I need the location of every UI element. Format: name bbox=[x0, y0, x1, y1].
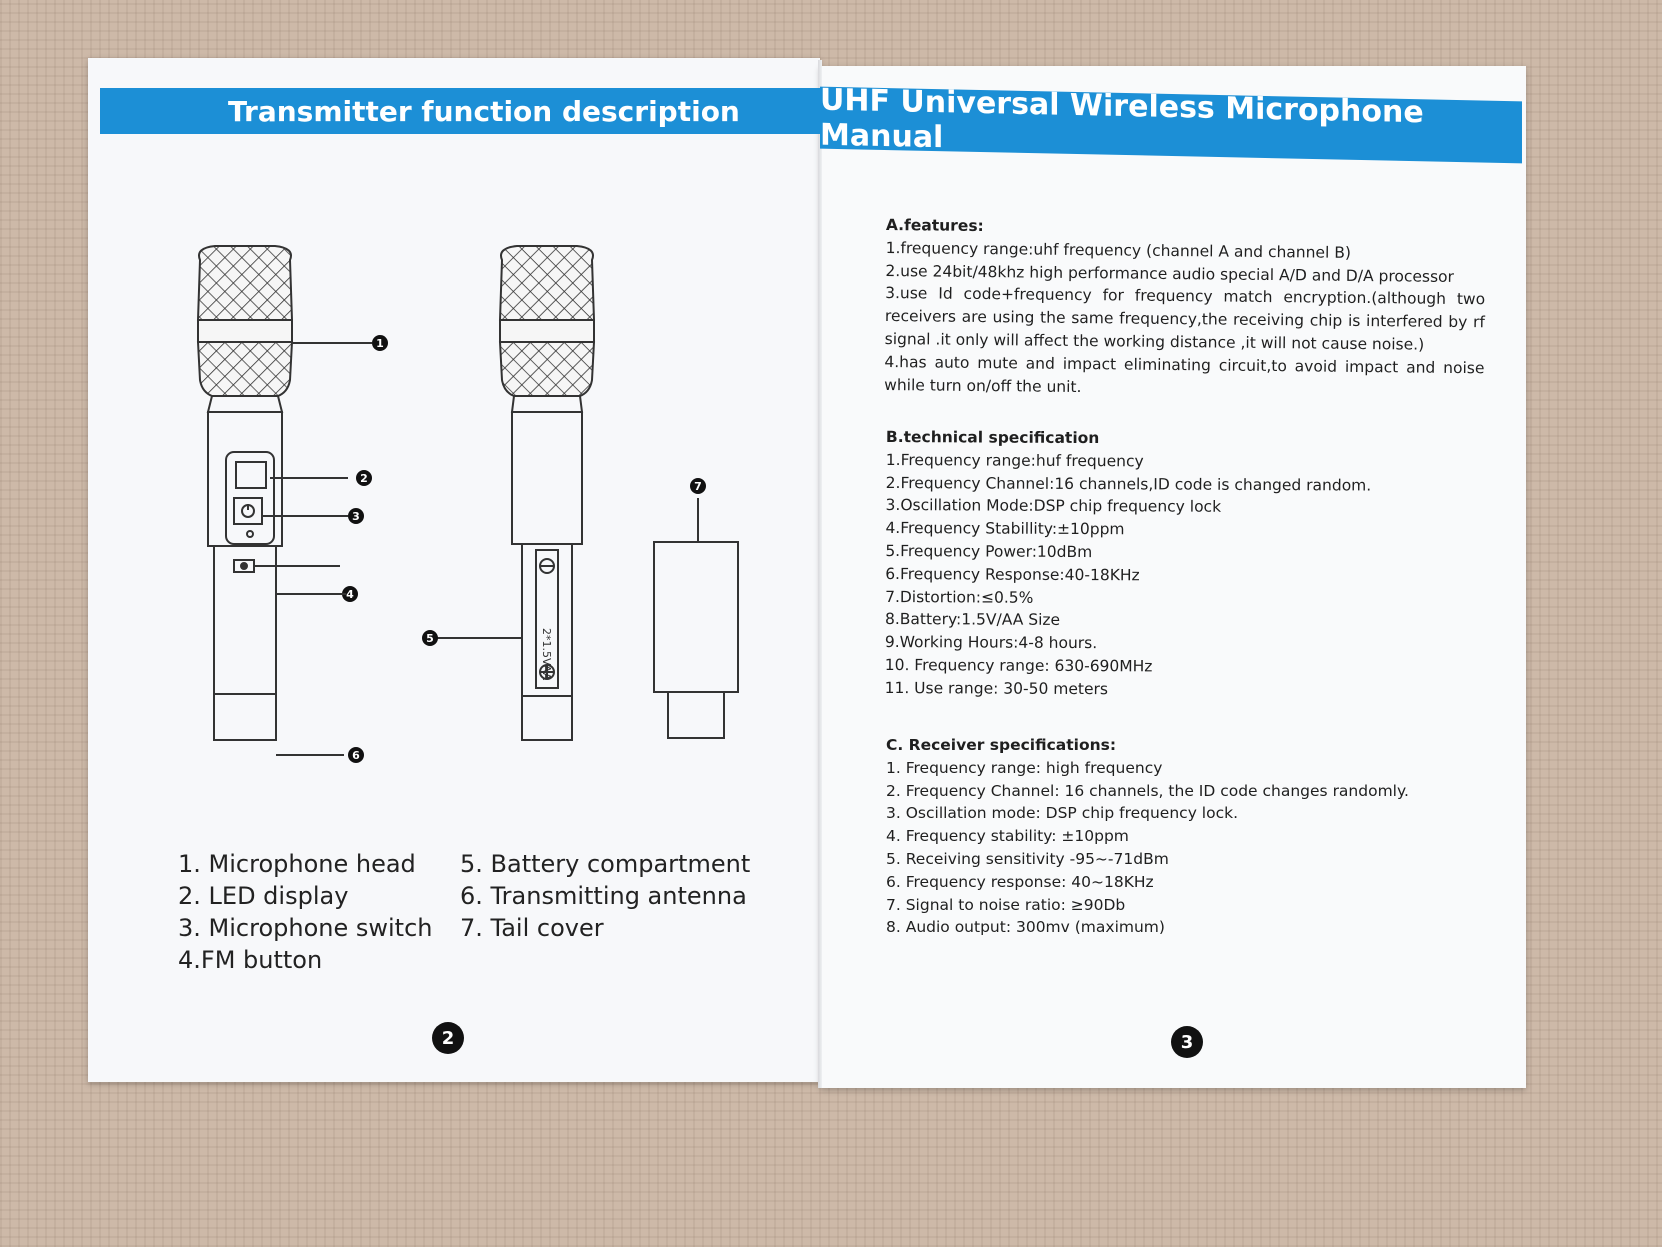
legend-item: 5. Battery compartment bbox=[460, 850, 751, 878]
features-section bbox=[884, 214, 1486, 403]
legend-item: 2. LED display bbox=[178, 882, 349, 910]
tail-cover-view bbox=[654, 498, 738, 738]
spec-line: 1.frequency range:uhf frequency (channel A and channel B) bbox=[885, 238, 1352, 262]
spec-line: 7. Signal to noise ratio: ≥90Db bbox=[886, 895, 1126, 914]
microphone-diagram bbox=[140, 240, 780, 800]
book-spine bbox=[818, 60, 822, 1088]
spec-line: 2.use 24bit/48khz high performance audio special A/D and D/A processor bbox=[885, 261, 1455, 286]
svg-text:2: 2 bbox=[360, 472, 368, 485]
spec-line: 3. Oscillation mode: DSP chip frequency lock. bbox=[886, 804, 1239, 823]
svg-text:7: 7 bbox=[694, 480, 702, 493]
spec-line: 2.Frequency Channel:16 channels,ID code is changed random. bbox=[885, 473, 1372, 495]
spec-line: 4.Frequency Stabillity:±10ppm bbox=[885, 519, 1125, 539]
page-number-left: 2 bbox=[432, 1022, 464, 1054]
spec-line: 7.Distortion:≤0.5% bbox=[885, 587, 1034, 607]
technical-section bbox=[885, 426, 1486, 703]
spec-line: 5.Frequency Power:10dBm bbox=[885, 541, 1093, 562]
right-banner-title: UHF Universal Wireless Microphone Manual bbox=[820, 87, 1522, 164]
callout-1 bbox=[372, 335, 388, 351]
callout-5 bbox=[422, 630, 438, 646]
section-heading: C. Receiver specifications: bbox=[886, 736, 1117, 754]
receiver-section bbox=[886, 734, 1486, 939]
spec-line: 4. Frequency stability: ±10ppm bbox=[886, 827, 1129, 846]
svg-text:3: 3 bbox=[352, 510, 360, 523]
spec-line: 3.use Id code+frequency for frequency match encryption.(although two receivers are using the same frequency,the receiving chip is interfered by rf signal .it only will affect the working distance ,it will not cause noise.) bbox=[884, 284, 1486, 354]
legend-item: 7. Tail cover bbox=[460, 914, 604, 942]
left-banner-title: Transmitter function description bbox=[100, 88, 820, 134]
spec-line: 1. Frequency range: high frequency bbox=[886, 758, 1163, 777]
callout-2 bbox=[356, 470, 372, 486]
section-heading: A.features: bbox=[885, 215, 984, 236]
svg-text:4: 4 bbox=[346, 588, 354, 601]
callout-3 bbox=[348, 508, 364, 524]
legend-column-2 bbox=[460, 848, 750, 944]
callout-6 bbox=[348, 747, 364, 763]
spec-line: 2. Frequency Channel: 16 channels, the ID code changes randomly. bbox=[886, 781, 1409, 800]
spec-line: 5. Receiving sensitivity -95~-71dBm bbox=[886, 849, 1169, 868]
spec-line: 6.Frequency Response:40-18KHz bbox=[885, 564, 1140, 585]
spec-line: 6. Frequency response: 40~18KHz bbox=[886, 872, 1154, 891]
spec-line: 3.Oscillation Mode:DSP chip frequency lock bbox=[885, 496, 1222, 517]
microphone-front-view bbox=[198, 246, 292, 740]
legend-item: 1. Microphone head bbox=[178, 850, 416, 878]
spec-line: 11. Use range: 30-50 meters bbox=[884, 678, 1109, 698]
legend-item: 4.FM button bbox=[178, 946, 323, 974]
callout-7 bbox=[690, 478, 706, 494]
spec-line: 8. Audio output: 300mv (maximum) bbox=[886, 918, 1165, 937]
svg-text:6: 6 bbox=[352, 749, 360, 762]
spec-line: 1.Frequency range:huf frequency bbox=[885, 450, 1144, 471]
spec-line: 8.Battery:1.5V/AA Size bbox=[884, 610, 1061, 630]
spec-line: 4.has auto mute and impact eliminating circuit,to avoid impact and noise while turn on/off the unit. bbox=[884, 352, 1485, 396]
spec-line: 10. Frequency range: 630-690MHz bbox=[884, 655, 1153, 676]
legend-column-1 bbox=[178, 848, 432, 976]
section-heading: B.technical specification bbox=[885, 427, 1100, 448]
legend-item: 3. Microphone switch bbox=[178, 914, 433, 942]
svg-text:1: 1 bbox=[376, 337, 384, 350]
svg-text:5: 5 bbox=[426, 632, 434, 645]
battery-label: 2*1.5VAA bbox=[540, 628, 553, 681]
page-number-right: 3 bbox=[1171, 1026, 1203, 1058]
spec-line: 9.Working Hours:4-8 hours. bbox=[884, 633, 1098, 653]
legend-item: 6. Transmitting antenna bbox=[460, 882, 747, 910]
